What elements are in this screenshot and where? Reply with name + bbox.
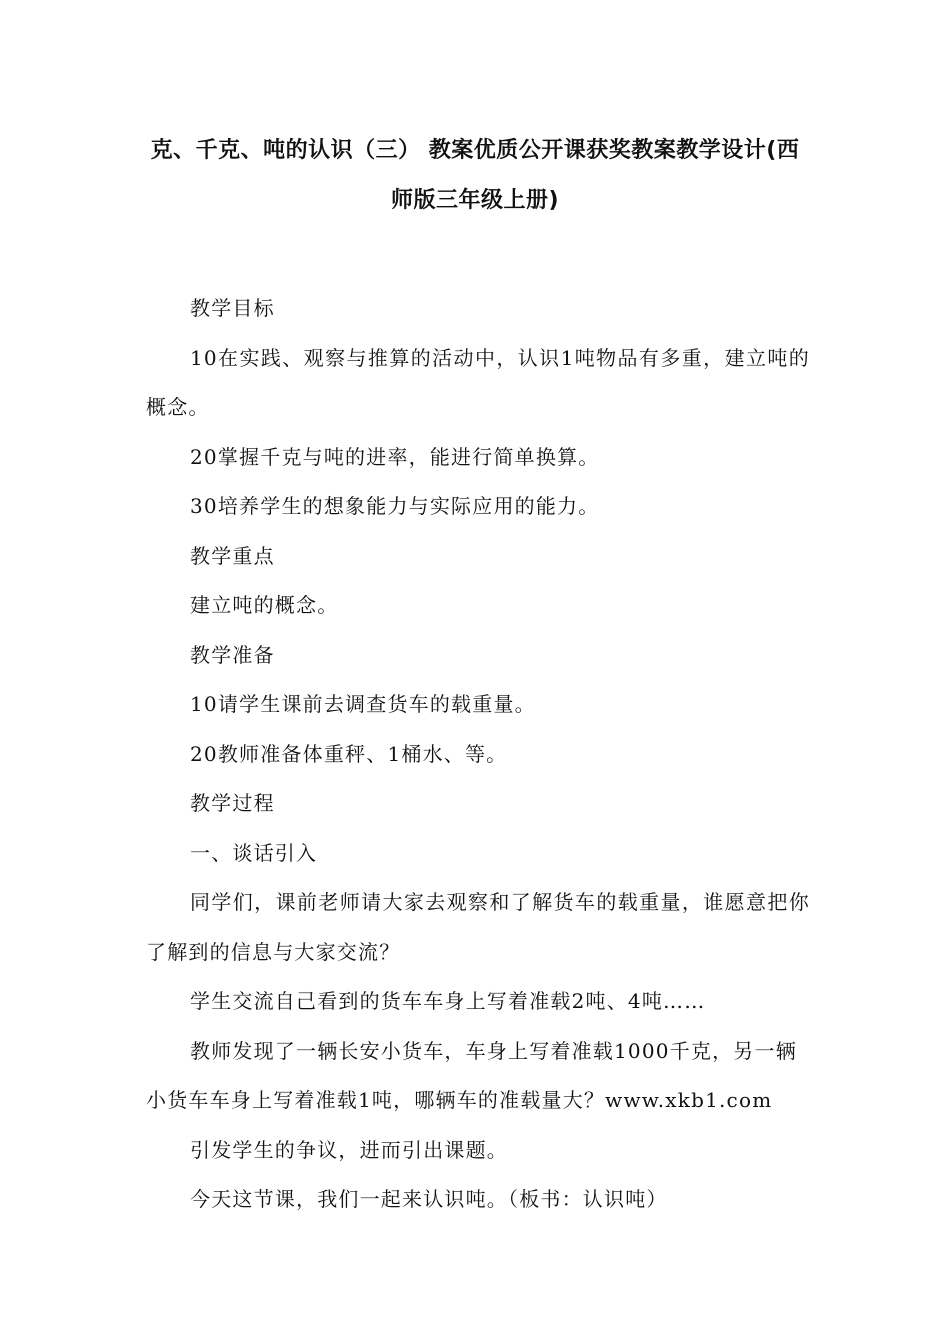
- section-intro-heading: 一、谈话引入: [190, 840, 318, 865]
- heading-key-points: 教学重点: [190, 543, 275, 568]
- intro-question-paragraph: 同学们，课前老师请大家去观察和了解货车的载重量，谁愿意把你了解到的信息与大家交流？: [146, 890, 810, 964]
- goal-3-paragraph: 30培养学生的想象能力与实际应用的能力。: [190, 494, 600, 518]
- heading-preparation: 教学准备: [190, 642, 275, 667]
- lesson-topic-paragraph: 今天这节课，我们一起来认识吨。（板书：认识吨）: [190, 1187, 668, 1211]
- preparation-2-paragraph: 20教师准备体重秤、1桶水、等。: [190, 741, 508, 766]
- teacher-discovery-paragraph: 教师发现了一辆长安小货车，车身上写着准载1000千克，另一辆小货车车身上写着准载1吨，哪辆车的准载量大？www.xkb1.com: [146, 1038, 797, 1112]
- key-point-paragraph: 建立吨的概念。: [190, 593, 339, 617]
- student-exchange-paragraph: 学生交流自己看到的货车车身上写着准载2吨、4吨……: [190, 989, 706, 1013]
- goal-2-paragraph: 20掌握千克与吨的进率，能进行简单换算。: [190, 444, 600, 469]
- document-body: [146, 284, 810, 1225]
- document-title-line-2: 师版三年级上册): [390, 188, 560, 213]
- preparation-1-paragraph: 10请学生课前去调查货车的载重量。: [190, 692, 536, 716]
- student-debate-paragraph: 引发学生的争议，进而引出课题。: [190, 1137, 508, 1162]
- goal-1-paragraph: 10在实践、观察与推算的活动中，认识1吨物品有多重，建立吨的概念。: [146, 345, 810, 419]
- heading-teaching-goals: 教学目标: [190, 296, 275, 320]
- heading-teaching-process: 教学过程: [190, 791, 275, 815]
- document-title-line-1: 克、千克、吨的认识（三） 教案优质公开课获奖教案教学设计(西: [150, 138, 800, 163]
